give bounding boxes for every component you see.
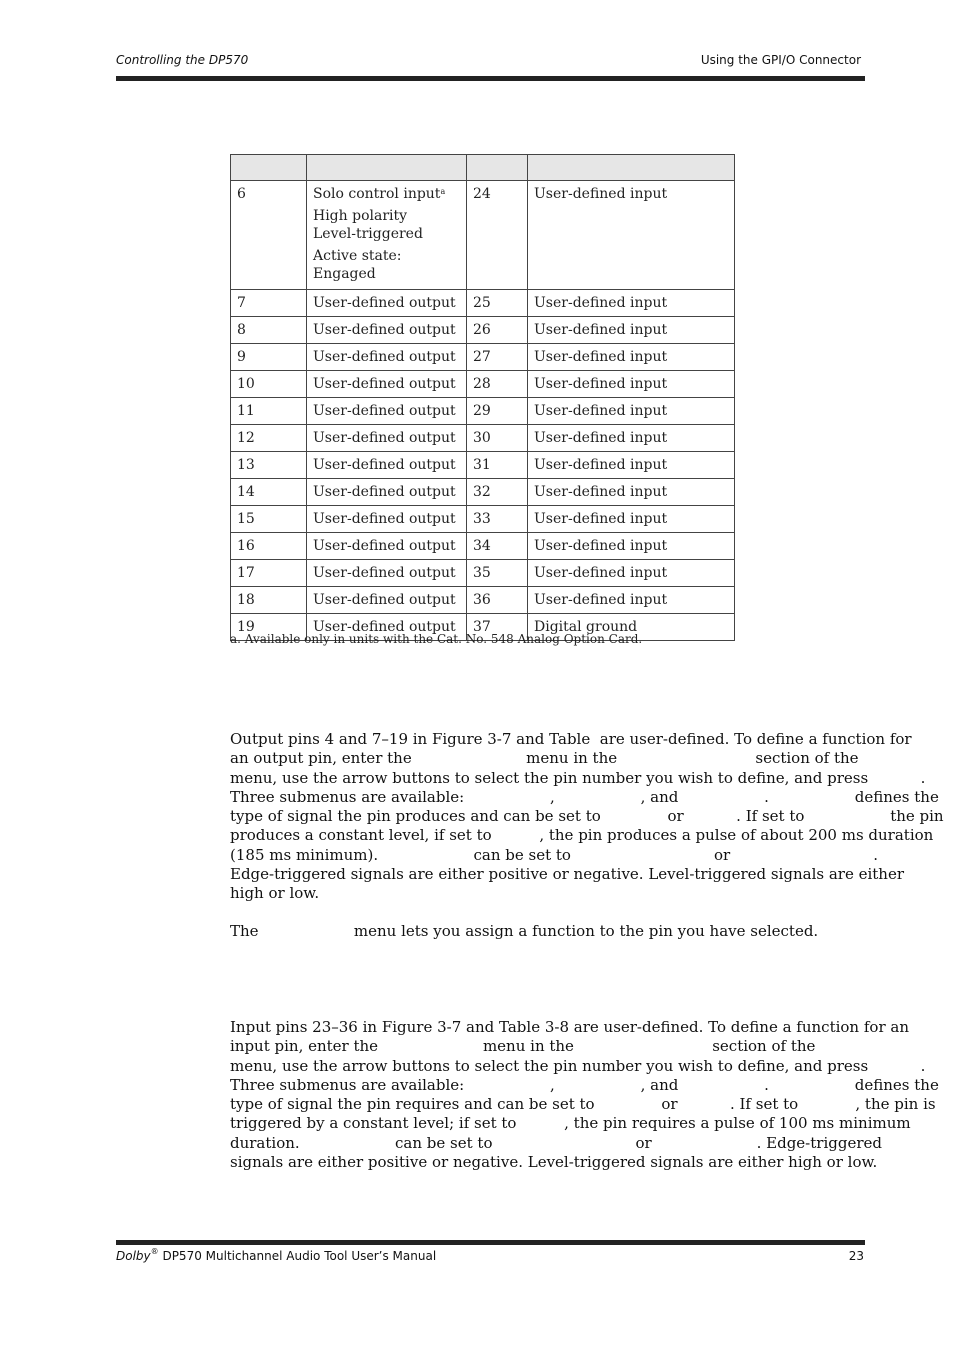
pin-number-cell: 28 (467, 371, 528, 398)
pin-number-cell: 34 (467, 533, 528, 560)
paragraph-line: type of signal the pin requires and can be set to or . If set to , the pin is (230, 1095, 936, 1114)
pin-number-cell: 27 (467, 344, 528, 371)
pin-number-cell: 35 (467, 560, 528, 587)
header-cell (467, 155, 528, 181)
pin-function-cell: User-defined output (307, 452, 467, 479)
pin-function-line (313, 207, 460, 225)
header-cell (231, 155, 307, 181)
pin-function-cell (307, 181, 467, 290)
pin-function-line (313, 185, 460, 203)
pin-function-cell: User-defined output (307, 587, 467, 614)
pin-function-cell: User-defined output (307, 506, 467, 533)
footer-rule (116, 1240, 865, 1245)
paragraph-line: signals are either positive or negative. Level-triggered signals are either high or low. (230, 1153, 878, 1172)
pin-function-cell: User-defined input (528, 398, 735, 425)
pin-number-cell: 7 (231, 290, 307, 317)
pin-function-text: Level-triggered (313, 226, 423, 242)
table-row (231, 425, 735, 452)
page-number: 23 (848, 1249, 864, 1263)
pin-number-cell: 13 (231, 452, 307, 479)
pin-function-cell: User-defined output (307, 425, 467, 452)
pin-function-cell: User-defined input (528, 317, 735, 344)
footer-brand: Dolby (116, 1249, 151, 1263)
table-row (231, 317, 735, 344)
pin-function-cell: User-defined input (528, 371, 735, 398)
table-row (231, 371, 735, 398)
pin-assignment-table (230, 154, 735, 641)
table-header-row (231, 155, 735, 181)
paragraph-line: Output pins 4 and 7–19 in Figure 3-7 and Table are user-defined. To define a function for (230, 730, 912, 748)
pin-number-cell: 11 (231, 398, 307, 425)
table-row (231, 506, 735, 533)
pin-function-cell: User-defined output (307, 317, 467, 344)
pin-number-cell: 31 (467, 452, 528, 479)
table-footnote: a. Available only in units with the Cat. No. 548 Analog Option Card. (230, 632, 643, 646)
header-cell (307, 155, 467, 181)
pin-function-cell: User-defined input (528, 560, 735, 587)
pin-function-cell: User-defined output (307, 560, 467, 587)
pin-number-cell: 30 (467, 425, 528, 452)
footer-title (116, 1249, 436, 1263)
pin-function-cell: User-defined input (528, 452, 735, 479)
pin-number-cell: 18 (231, 587, 307, 614)
table-row (231, 290, 735, 317)
table-row (231, 181, 735, 290)
pin-function-text: Active state: Engaged (313, 248, 402, 282)
pin-number-cell: 12 (231, 425, 307, 452)
pin-function-cell: User-defined input (528, 290, 735, 317)
paragraph-line: duration. can be set to or . Edge-triggered (230, 1133, 882, 1152)
pin-function-cell: User-defined output (307, 398, 467, 425)
pin-function-cell: Digital ground (528, 614, 735, 641)
pin-number-cell: 37 (467, 614, 528, 641)
pin-number-cell: 24 (467, 181, 528, 290)
pin-function-text: Solo control input (313, 186, 441, 202)
pin-number-cell: 19 (231, 614, 307, 641)
pin-number-cell: 15 (231, 506, 307, 533)
pin-function-cell: User-defined output (307, 479, 467, 506)
pin-function-cell: User-defined input (528, 344, 735, 371)
pin-number-cell: 17 (231, 560, 307, 587)
paragraph-line: type of signal the pin produces and can be set to or . If set to the pin (230, 807, 944, 826)
pin-number-cell: 16 (231, 533, 307, 560)
pin-function-cell: User-defined input (528, 587, 735, 614)
pin-number-cell: 10 (231, 371, 307, 398)
output-pins-paragraph (230, 730, 944, 904)
pin-function-cell: User-defined output (307, 290, 467, 317)
pin-function-cell: User-defined input (528, 533, 735, 560)
pin-number-cell: 14 (231, 479, 307, 506)
footnote-marker: a (440, 187, 446, 196)
header-cell (528, 155, 735, 181)
paragraph-line: menu, use the arrow buttons to select the pin number you wish to define, and press . (230, 768, 926, 787)
running-header-section: Using the GPI/O Connector (700, 53, 861, 67)
pin-function-cell: User-defined input (528, 506, 735, 533)
table-row (231, 587, 735, 614)
pin-number-cell: 36 (467, 587, 528, 614)
pin-function-cell: User-defined input (528, 479, 735, 506)
pin-function-text: High polarity (313, 208, 408, 224)
paragraph-line: (185 ms minimum). can be set to or . (230, 845, 879, 864)
pin-number-cell: 26 (467, 317, 528, 344)
table-row (231, 479, 735, 506)
function-menu-paragraph (230, 922, 862, 941)
table-row (231, 398, 735, 425)
pin-function-cell: User-defined input (528, 181, 735, 290)
paragraph-line: menu, use the arrow buttons to select the pin number you wish to define, and press . (230, 1056, 926, 1075)
paragraph-line: Three submenus are available: , , and . defines the (230, 787, 939, 806)
pin-function-cell: User-defined input (528, 425, 735, 452)
header-rule (116, 76, 865, 81)
registered-mark: ® (150, 1247, 159, 1256)
paragraph-line: Three submenus are available: , , and . defines the (230, 1075, 939, 1094)
paragraph-line: high or low. (230, 884, 320, 903)
pin-number-cell: 9 (231, 344, 307, 371)
pin-function-line (313, 247, 460, 283)
paragraph-line: Input pins 23–36 in Figure 3-7 and Table 3-8 are user-defined. To define a function for an (230, 1018, 909, 1036)
footer-manual-title: DP570 Multichannel Audio Tool User’s Manual (158, 1249, 437, 1263)
pin-number-cell: 25 (467, 290, 528, 317)
paragraph-line: triggered by a constant level; if set to , the pin requires a pulse of 100 ms minimum (230, 1114, 911, 1133)
pin-function-line (313, 225, 460, 243)
pin-function-cell: User-defined output (307, 371, 467, 398)
table-row (231, 560, 735, 587)
paragraph-line: an output pin, enter the menu in the section of the (230, 749, 859, 768)
paragraph-line: Edge-triggered signals are either positive or negative. Level-triggered signals are either (230, 865, 905, 884)
pin-function-cell: User-defined output (307, 614, 467, 641)
input-pins-paragraph (230, 1018, 939, 1172)
pin-number-cell: 8 (231, 317, 307, 344)
paragraph-line: input pin, enter the menu in the section of the (230, 1037, 816, 1056)
pin-function-cell: User-defined output (307, 533, 467, 560)
pin-function-cell: User-defined output (307, 344, 467, 371)
pin-number-cell: 33 (467, 506, 528, 533)
paragraph-line: The menu lets you assign a function to the pin you have selected. (230, 922, 819, 940)
table-row (231, 533, 735, 560)
table-row (231, 344, 735, 371)
paragraph-line: produces a constant level, if set to , the pin produces a pulse of about 200 ms duration (230, 826, 934, 845)
pin-number-cell: 29 (467, 398, 528, 425)
pin-number-cell: 32 (467, 479, 528, 506)
table-row (231, 452, 735, 479)
pin-number-cell: 6 (231, 181, 307, 290)
running-header-chapter: Controlling the DP570 (116, 53, 249, 67)
